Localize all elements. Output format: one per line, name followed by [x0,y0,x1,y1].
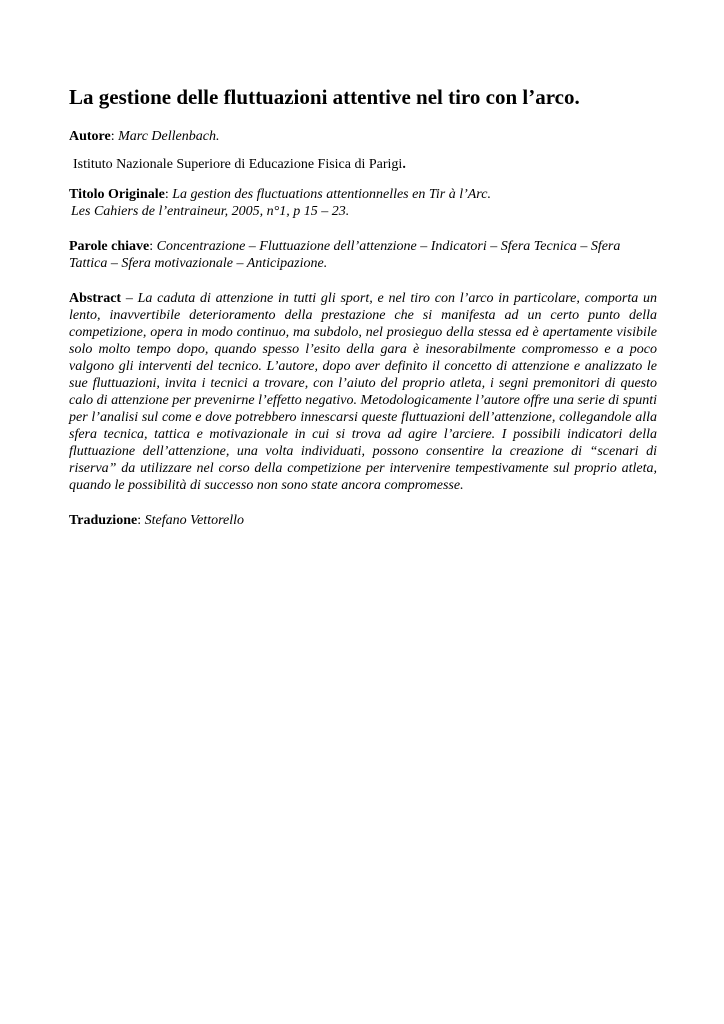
abstract-separator: – [121,291,138,306]
document-page [69,84,657,529]
institute-line [73,156,657,173]
document-title: La gestione delle fluttuazioni attentive nel tiro con l’arco. [69,85,580,109]
keywords-value: Concentrazione – Fluttuazione dell’attenzione – Indicatori – Sfera Tecnica – Sfera Tattica – Sfera motivazionale – Anticipazione. [69,239,621,271]
abstract-text: La caduta di attenzione in tutti gli sport, e nel tiro con l’arco in particolare, comporta un lento, inavvertibile deterioramento della prestazione che si manifesta ad un certo punto della competizione, opera in modo continuo, ma subdolo, nel prosieguo della stessa ed è apertamente visibile solo molto tempo dopo, quando spesso l’esito della gara è inesorabilmente compromesso e a poco valgono gli interventi del tecnico. L’autore, dopo aver definito il concetto di attenzione e analizzato le sue fluttuazioni, invita i tecnici a trovare, con l’aiuto del proprio atleta, i segni premonitori di questo calo di attenzione per prevenirne l’effetto negativo. Metodologicamente l’autore offre una serie di spunti per l’analisi sul come e dove potrebbero innescarsi queste fluttuazioni dell’attenzione, collegandole alla sfera tecnica, tattica e motivazionale in cui si trova ad agire l’arciere. I possibili indicatori della fluttuazione dell’attenzione, una volta individuati, possono consentire la creazione di “scenari di riserva” da utilizzare nel corso della competizione per intervenire tempestivamente sul proprio atleta, quando le possibilità di successo non sono state ancora compromesse. [69,291,658,493]
author-line [69,128,657,145]
keywords-separator: : [149,239,157,254]
original-title-label: Titolo Originale [69,187,165,202]
original-title-line [69,186,657,203]
author-label: Autore [69,129,111,144]
author-name: Marc Dellenbach. [118,129,220,144]
institute-end: . [402,157,406,172]
translation-separator: : [137,513,145,528]
translation-label: Traduzione [69,513,138,528]
translation-line [69,512,657,529]
source-citation: Les Cahiers de l’entraineur, 2005, n°1, p 15 – 23. [71,204,350,219]
translator-name: Stefano Vettorello [144,513,245,528]
keywords-paragraph [69,238,657,272]
author-separator: : [110,129,119,144]
abstract-label: Abstract [69,291,122,306]
original-title-separator: : [164,187,173,202]
institute-name: Istituto Nazionale Superiore di Educazione Fisica di Parigi [73,157,403,172]
keywords-label: Parole chiave [69,239,150,254]
original-title-value: La gestion des fluctuations attentionnelles en Tir à l’Arc. [172,187,491,202]
abstract-paragraph [69,290,657,494]
